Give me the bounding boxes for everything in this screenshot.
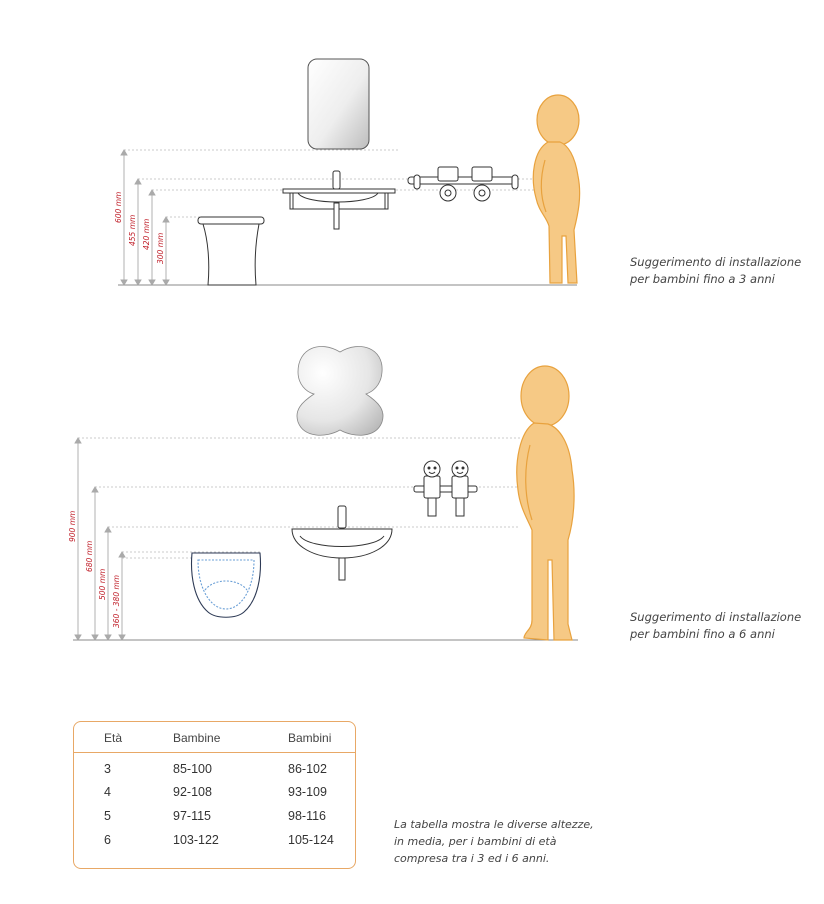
toilet-small xyxy=(198,217,264,285)
table-cell: 86-102 xyxy=(288,762,327,776)
table-note-line-1: La tabella mostra le diverse altezze, xyxy=(394,818,594,831)
caption-6-line-2: per bambini fino a 6 anni xyxy=(630,627,775,641)
washbasin-small xyxy=(283,171,395,229)
table-note xyxy=(394,816,594,867)
table-cell: 98-116 xyxy=(288,809,326,823)
dim-label-600: 600 mm xyxy=(114,191,123,223)
child-silhouette-3y xyxy=(533,95,579,283)
washbasin-large xyxy=(292,506,392,580)
table-cell: 3 xyxy=(104,762,111,776)
rectangular-mirror xyxy=(308,59,369,149)
flower-mirror xyxy=(297,346,383,435)
table-cell: 6 xyxy=(104,833,111,847)
table-cell: 93-109 xyxy=(288,785,327,799)
dim-label-680: 680 mm xyxy=(85,540,94,572)
caption-6-line-1: Suggerimento di installazione xyxy=(630,610,802,624)
table-cell: 85-100 xyxy=(173,762,212,776)
dim-label-420: 420 mm xyxy=(142,218,151,250)
caption-3-line-1: Suggerimento di installazione xyxy=(630,255,802,269)
dim-label-360-380: 360 - 380 mm xyxy=(112,574,121,628)
character-tap-fixture xyxy=(414,461,477,516)
table-header-girls: Bambine xyxy=(173,731,221,745)
dim-label-300: 300 mm xyxy=(156,232,165,264)
caption-6-years xyxy=(630,609,801,643)
dim-label-500: 500 mm xyxy=(98,568,107,600)
table-note-line-3: compresa tra i 3 ed i 6 anni. xyxy=(394,852,550,865)
caption-3-line-2: per bambini fino a 3 anni xyxy=(630,272,775,286)
section-2-diagram xyxy=(68,346,578,640)
height-table xyxy=(73,721,356,869)
caption-3-years xyxy=(630,254,801,288)
table-cell: 4 xyxy=(104,785,111,799)
table-cell: 5 xyxy=(104,809,111,823)
table-cell: 105-124 xyxy=(288,833,334,847)
wall-fixture-small xyxy=(408,167,518,201)
table-header-boys: Bambini xyxy=(288,731,332,745)
toilet-wall-hung xyxy=(192,553,261,617)
table-header-divider xyxy=(74,752,355,753)
table-cell: 103-122 xyxy=(173,833,219,847)
child-silhouette-6y xyxy=(517,366,574,640)
section-1-diagram xyxy=(114,59,580,285)
dim-label-900: 900 mm xyxy=(68,510,77,542)
table-header-age: Età xyxy=(104,731,123,745)
table-cell: 97-115 xyxy=(173,809,211,823)
dim-label-455: 455 mm xyxy=(128,214,137,246)
table-note-line-2: in media, per i bambini di età xyxy=(394,835,557,848)
table-cell: 92-108 xyxy=(173,785,212,799)
